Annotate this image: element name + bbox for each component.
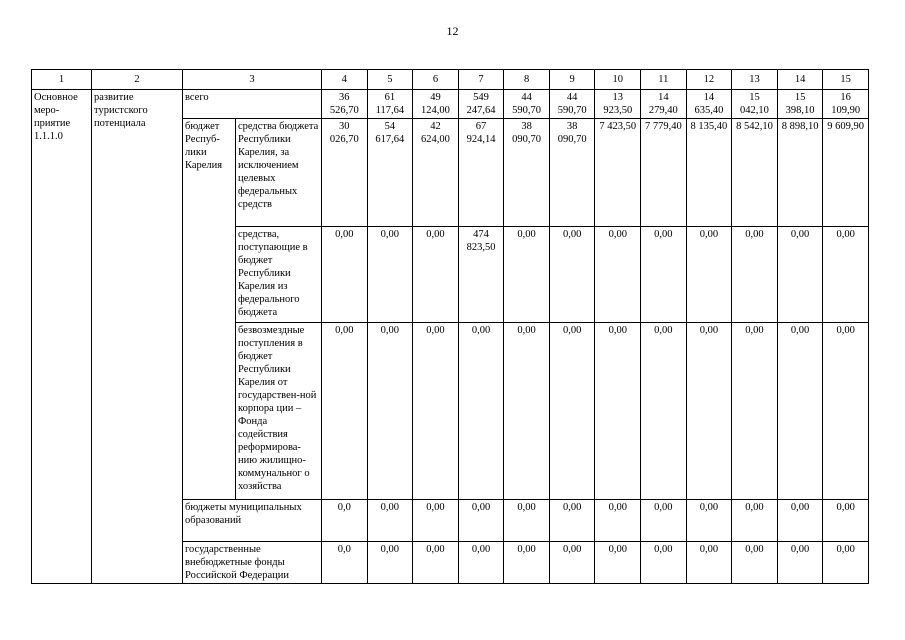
- source-label: государственные внебюджетные фонды Российской Федерации: [183, 542, 322, 584]
- header-row: [32, 70, 869, 90]
- value-cell: 15 042,10: [732, 90, 778, 119]
- value-cell: 0,0: [322, 542, 368, 584]
- value-cell: 0,00: [732, 323, 778, 500]
- value-cell: 474 823,50: [458, 227, 504, 323]
- value-cell: 0,00: [641, 323, 687, 500]
- value-cell: 0,00: [504, 227, 550, 323]
- value-cell: 36 526,70: [322, 90, 368, 119]
- value-cell: 0,00: [413, 227, 459, 323]
- header-cell: 6: [413, 70, 459, 90]
- source-label: бюджет Респуб-лики Карелия: [183, 119, 236, 500]
- value-cell: 0,00: [595, 323, 641, 500]
- value-cell: 0,00: [732, 500, 778, 542]
- value-cell: 61 117,64: [367, 90, 413, 119]
- value-cell: 0,00: [823, 227, 869, 323]
- value-cell: 0,00: [732, 227, 778, 323]
- value-cell: 0,00: [367, 227, 413, 323]
- value-cell: 38 090,70: [504, 119, 550, 227]
- measure-description: развитие туристского потенциала: [92, 90, 183, 584]
- value-cell: 0,00: [641, 500, 687, 542]
- value-cell: 0,00: [549, 323, 595, 500]
- value-cell: 0,00: [777, 227, 823, 323]
- value-cell: 42 624,00: [413, 119, 459, 227]
- value-cell: 0,00: [777, 323, 823, 500]
- value-cell: 549 247,64: [458, 90, 504, 119]
- value-cell: 0,00: [686, 227, 732, 323]
- value-cell: 8 542,10: [732, 119, 778, 227]
- value-cell: 0,00: [413, 542, 459, 584]
- value-cell: 0,00: [367, 323, 413, 500]
- value-cell: 15 398,10: [777, 90, 823, 119]
- value-cell: 67 924,14: [458, 119, 504, 227]
- header-cell: 12: [686, 70, 732, 90]
- header-cell: 3: [183, 70, 322, 90]
- value-cell: 9 609,90: [823, 119, 869, 227]
- header-cell: 5: [367, 70, 413, 90]
- header-cell: 10: [595, 70, 641, 90]
- value-cell: 0,00: [322, 227, 368, 323]
- value-cell: 30 026,70: [322, 119, 368, 227]
- value-cell: 38 090,70: [549, 119, 595, 227]
- source-label: бюджеты муниципальных образований: [183, 500, 322, 542]
- value-cell: 0,0: [322, 500, 368, 542]
- header-cell: 1: [32, 70, 92, 90]
- value-cell: 0,00: [823, 500, 869, 542]
- value-cell: 0,00: [367, 542, 413, 584]
- value-cell: 0,00: [641, 227, 687, 323]
- value-cell: 0,00: [549, 542, 595, 584]
- header-cell: 7: [458, 70, 504, 90]
- header-cell: 11: [641, 70, 687, 90]
- value-cell: 0,00: [595, 500, 641, 542]
- header-cell: 4: [322, 70, 368, 90]
- value-cell: 13 923,50: [595, 90, 641, 119]
- value-cell: 8 898,10: [777, 119, 823, 227]
- value-cell: 0,00: [504, 500, 550, 542]
- value-cell: 16 109,90: [823, 90, 869, 119]
- value-cell: 0,00: [823, 542, 869, 584]
- row-total: [32, 90, 869, 119]
- source-sublabel: средства, поступающие в бюджет Республики Карелия из федерального бюджета: [236, 227, 322, 323]
- value-cell: 44 590,70: [504, 90, 550, 119]
- header-cell: 14: [777, 70, 823, 90]
- value-cell: 0,00: [549, 227, 595, 323]
- header-cell: 15: [823, 70, 869, 90]
- value-cell: 7 779,40: [641, 119, 687, 227]
- header-cell: 2: [92, 70, 183, 90]
- value-cell: 0,00: [413, 500, 459, 542]
- value-cell: 0,00: [732, 542, 778, 584]
- value-cell: 0,00: [686, 542, 732, 584]
- value-cell: 0,00: [641, 542, 687, 584]
- value-cell: 49 124,00: [413, 90, 459, 119]
- value-cell: 0,00: [686, 500, 732, 542]
- page-number: 12: [446, 24, 459, 38]
- value-cell: 0,00: [413, 323, 459, 500]
- value-cell: 0,00: [504, 323, 550, 500]
- header-cell: 13: [732, 70, 778, 90]
- value-cell: 0,00: [549, 500, 595, 542]
- source-sublabel: безвозмездные поступления в бюджет Республики Карелия от государствен-ной корпора ции – Фонда содействия реформирова-нию жилищно-коммунальног о хозяйства: [236, 323, 322, 500]
- header-cell: 9: [549, 70, 595, 90]
- value-cell: 0,00: [823, 323, 869, 500]
- value-cell: 0,00: [458, 500, 504, 542]
- budget-table: [31, 69, 869, 584]
- value-cell: 54 617,64: [367, 119, 413, 227]
- measure-name: Основное меро-приятие 1.1.1.0: [32, 90, 92, 584]
- value-cell: 14 635,40: [686, 90, 732, 119]
- value-cell: 0,00: [777, 542, 823, 584]
- value-cell: 0,00: [777, 500, 823, 542]
- value-cell: 0,00: [458, 542, 504, 584]
- value-cell: 0,00: [367, 500, 413, 542]
- value-cell: 0,00: [322, 323, 368, 500]
- value-cell: 0,00: [686, 323, 732, 500]
- value-cell: 44 590,70: [549, 90, 595, 119]
- source-label: всего: [183, 90, 322, 119]
- value-cell: 0,00: [595, 227, 641, 323]
- source-sublabel: средства бюджета Республики Карелия, за исключением целевых федеральных средств: [236, 119, 322, 227]
- value-cell: 7 423,50: [595, 119, 641, 227]
- value-cell: 0,00: [458, 323, 504, 500]
- value-cell: 0,00: [504, 542, 550, 584]
- value-cell: 8 135,40: [686, 119, 732, 227]
- value-cell: 0,00: [595, 542, 641, 584]
- header-cell: 8: [504, 70, 550, 90]
- value-cell: 14 279,40: [641, 90, 687, 119]
